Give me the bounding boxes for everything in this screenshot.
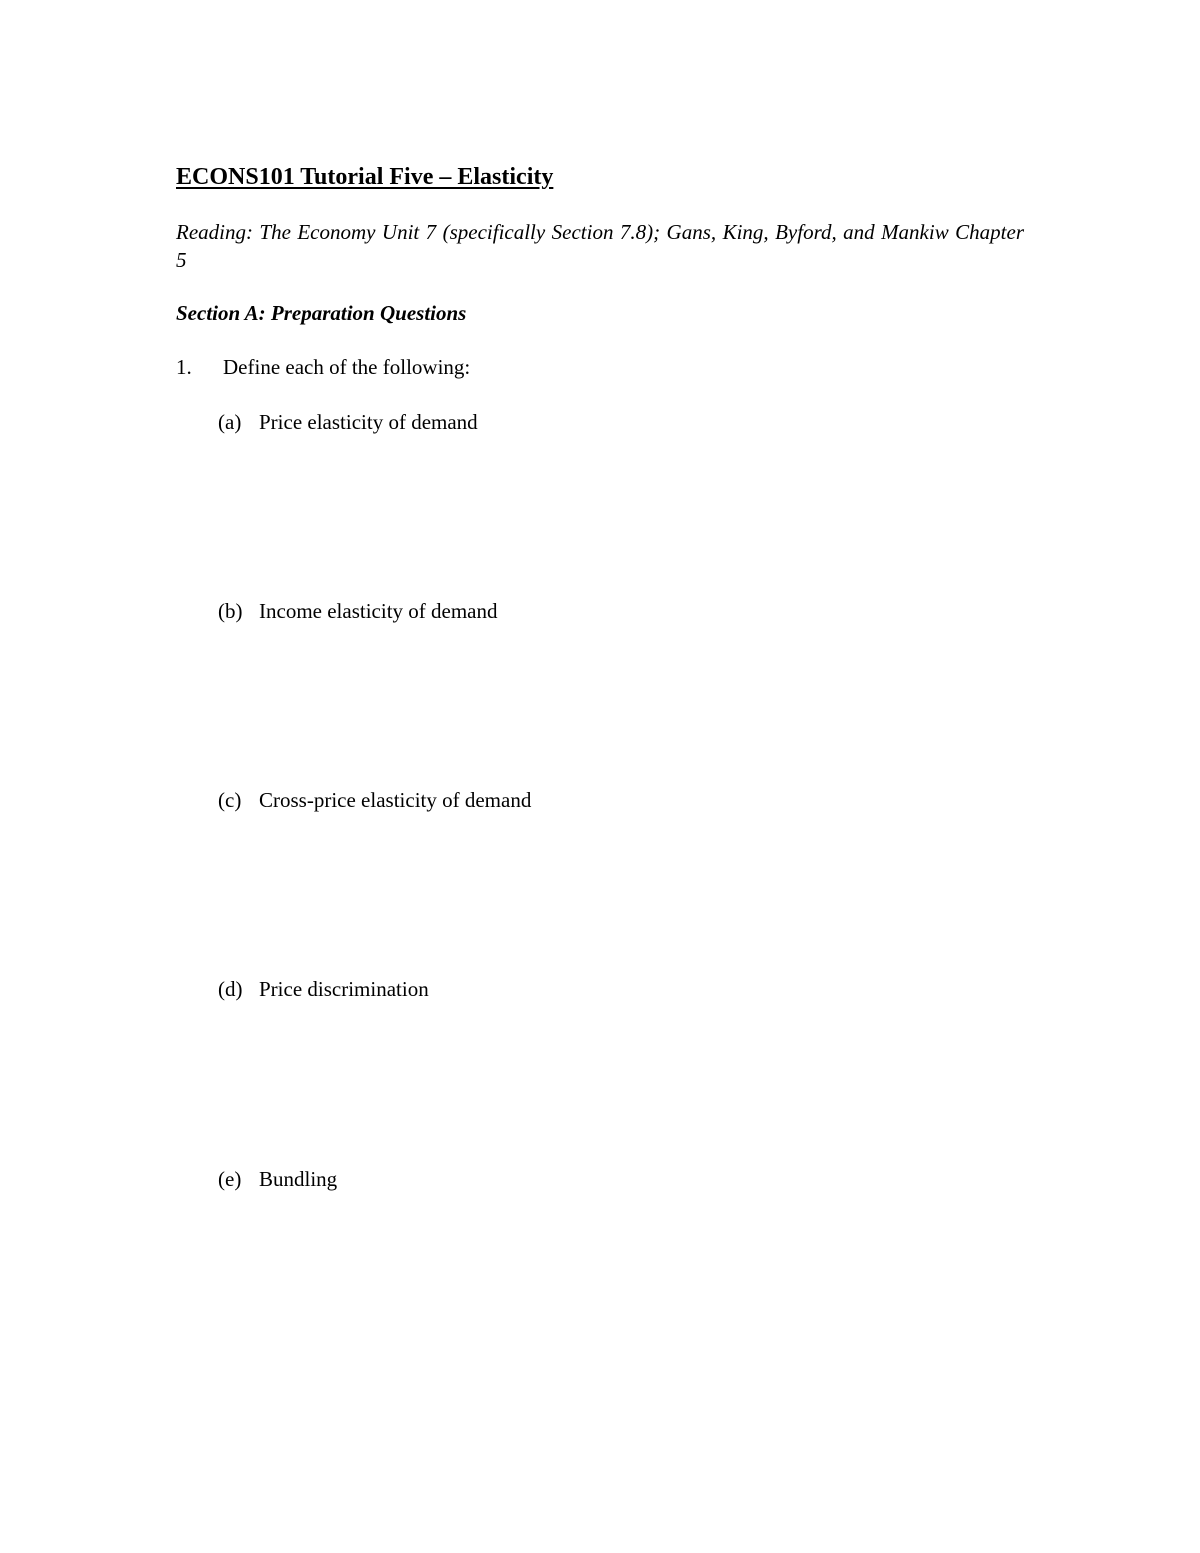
sub-item-c xyxy=(218,785,531,815)
document-title: ECONS101 Tutorial Five – Elasticity xyxy=(176,164,554,190)
section-heading: Section A: Preparation Questions xyxy=(176,301,467,325)
sub-item-text: Bundling xyxy=(259,1167,338,1191)
reading-list: Reading: The Economy Unit 7 (specifically Section 7.8); Gans, King, Byford, and Mankiw Chapter 5 xyxy=(176,220,1024,272)
sub-item-text: Income elasticity of demand xyxy=(259,599,498,623)
sub-item-marker: (a) xyxy=(218,410,242,434)
sub-item-e xyxy=(218,1164,337,1194)
sub-item-marker: (c) xyxy=(218,788,242,812)
sub-item-a xyxy=(218,407,478,437)
question-1 xyxy=(176,352,470,382)
sub-item-text: Cross-price elasticity of demand xyxy=(259,788,532,812)
sub-item-marker: (e) xyxy=(218,1167,242,1191)
sub-item-text: Price discrimination xyxy=(259,977,429,1001)
sub-item-marker: (b) xyxy=(218,599,243,623)
question-number: 1. xyxy=(176,355,192,379)
sub-item-b xyxy=(218,596,498,626)
sub-item-text: Price elasticity of demand xyxy=(259,410,478,434)
sub-item-d xyxy=(218,974,429,1004)
question-text: Define each of the following: xyxy=(223,355,471,379)
sub-item-marker: (d) xyxy=(218,977,243,1001)
